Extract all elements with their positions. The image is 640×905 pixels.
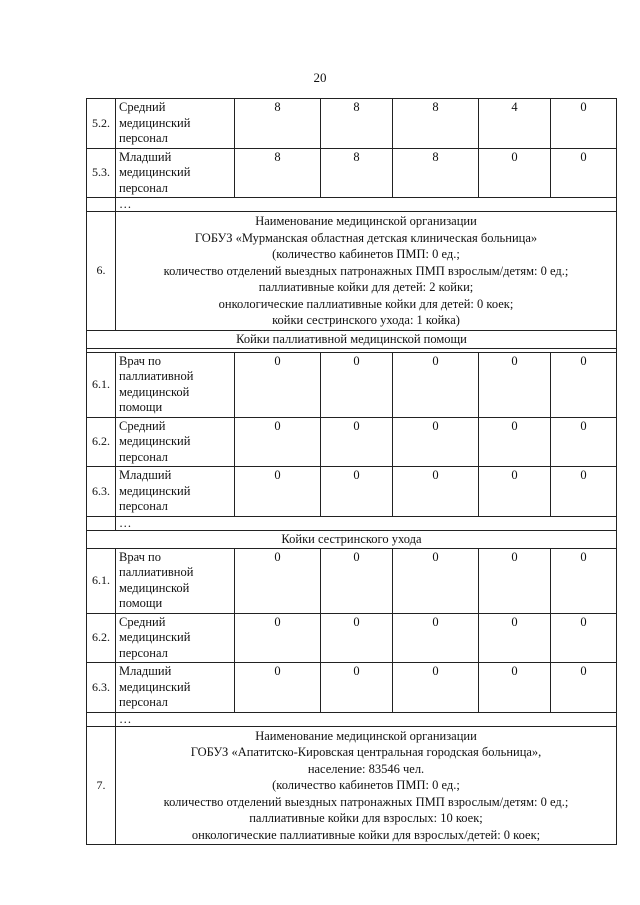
- table-row: [87, 613, 617, 663]
- value-cell: 0: [235, 352, 321, 417]
- position-name: Младший медицинский персонал: [116, 467, 235, 517]
- row-number: 6.1.: [87, 548, 116, 613]
- position-name: Врач по паллиативной медицинской помощи: [116, 352, 235, 417]
- value-cell: 8: [235, 148, 321, 198]
- value-cell: 0: [321, 663, 393, 713]
- organization-heading: Наименование медицинской организации: [255, 728, 477, 743]
- value-cell: 0: [235, 613, 321, 663]
- value-cell: 0: [321, 467, 393, 517]
- row-number: 6.: [87, 212, 116, 331]
- value-cell: 0: [479, 467, 551, 517]
- section-title: Койки паллиативной медицинской помощи: [87, 330, 617, 348]
- value-cell: 0: [551, 663, 617, 713]
- value-cell: 8: [235, 99, 321, 149]
- value-cell: 0: [235, 663, 321, 713]
- row-number: 7.: [87, 726, 116, 845]
- ellipsis-row: [87, 516, 617, 530]
- section-header-row: [87, 330, 617, 348]
- row-number: 6.3.: [87, 663, 116, 713]
- table-row: [87, 352, 617, 417]
- value-cell: 0: [551, 467, 617, 517]
- organization-detail: население: 83546 чел.: [307, 761, 425, 776]
- row-number: 6.1.: [87, 352, 116, 417]
- position-name: Младший медицинский персонал: [116, 148, 235, 198]
- value-cell: 0: [551, 99, 617, 149]
- organization-row: [87, 726, 617, 845]
- value-cell: 0: [321, 352, 393, 417]
- ellipsis: …: [116, 198, 617, 212]
- table-row: [87, 99, 617, 149]
- ellipsis-row: [87, 712, 617, 726]
- table-row: [87, 663, 617, 713]
- row-number: 5.3.: [87, 148, 116, 198]
- organization-heading: Наименование медицинской организации: [255, 214, 477, 228]
- value-cell: 0: [479, 613, 551, 663]
- row-number: 6.3.: [87, 467, 116, 517]
- value-cell: 0: [479, 148, 551, 198]
- value-cell: 0: [393, 467, 479, 517]
- value-cell: 0: [551, 548, 617, 613]
- organization-description: [116, 212, 617, 331]
- value-cell: 0: [479, 417, 551, 467]
- value-cell: 8: [321, 99, 393, 149]
- ellipsis: …: [116, 516, 617, 530]
- row-number: 6.2.: [87, 613, 116, 663]
- organization-detail: паллиативные койки для детей: 2 койки;: [258, 280, 474, 294]
- value-cell: 0: [479, 663, 551, 713]
- row-number: 5.2.: [87, 99, 116, 149]
- value-cell: 0: [393, 548, 479, 613]
- table-row: [87, 467, 617, 517]
- value-cell: 0: [551, 417, 617, 467]
- table-row: [87, 417, 617, 467]
- value-cell: 0: [393, 663, 479, 713]
- organization-detail: онкологические паллиативные койки для взрослых/детей: 0 коек;: [191, 827, 541, 842]
- organization-description: [116, 726, 617, 845]
- position-name: Средний медицинский персонал: [116, 613, 235, 663]
- value-cell: 8: [321, 148, 393, 198]
- ellipsis: …: [116, 712, 617, 726]
- position-name: Врач по паллиативной медицинской помощи: [116, 548, 235, 613]
- value-cell: 0: [235, 548, 321, 613]
- value-cell: 0: [393, 352, 479, 417]
- table-row: [87, 148, 617, 198]
- position-name: Младший медицинский персонал: [116, 663, 235, 713]
- section-header-row: [87, 530, 617, 548]
- value-cell: 0: [393, 417, 479, 467]
- staffing-table: [86, 98, 617, 845]
- page-number: 20: [313, 70, 327, 85]
- organization-detail: (количество кабинетов ПМП: 0 ед.;: [272, 247, 460, 261]
- value-cell: 0: [551, 148, 617, 198]
- table-row: [87, 548, 617, 613]
- organization-name: ГОБУЗ «Мурманская областная детская клиническая больница»: [194, 230, 538, 245]
- value-cell: 0: [321, 613, 393, 663]
- organization-row: [87, 212, 617, 331]
- value-cell: 0: [235, 467, 321, 517]
- value-cell: 0: [479, 548, 551, 613]
- value-cell: 0: [551, 352, 617, 417]
- row-number: 6.2.: [87, 417, 116, 467]
- organization-detail: (количество кабинетов ПМП: 0 ед.;: [272, 778, 460, 792]
- position-name: Средний медицинский персонал: [116, 417, 235, 467]
- value-cell: 0: [479, 352, 551, 417]
- value-cell: 0: [321, 548, 393, 613]
- organization-detail: количество отделений выездных патронажных ПМП взрослым/детям: 0 ед.;: [163, 794, 569, 809]
- organization-detail: количество отделений выездных патронажных ПМП взрослым/детям: 0 ед.;: [163, 263, 569, 278]
- value-cell: 0: [551, 613, 617, 663]
- value-cell: 8: [393, 148, 479, 198]
- value-cell: 0: [393, 613, 479, 663]
- section-title: Койки сестринского ухода: [87, 530, 617, 548]
- value-cell: 0: [235, 417, 321, 467]
- organization-name: ГОБУЗ «Апатитско-Кировская центральная городская больница»,: [190, 745, 542, 759]
- value-cell: 0: [321, 417, 393, 467]
- position-name: Средний медицинский персонал: [116, 99, 235, 149]
- organization-detail: койки сестринского ухода: 1 койка): [272, 313, 460, 327]
- organization-detail: онкологические паллиативные койки для детей: 0 коек;: [218, 296, 514, 311]
- value-cell: 4: [479, 99, 551, 149]
- organization-detail: паллиативные койки для взрослых: 10 коек;: [249, 811, 483, 825]
- ellipsis-row: [87, 198, 617, 212]
- value-cell: 8: [393, 99, 479, 149]
